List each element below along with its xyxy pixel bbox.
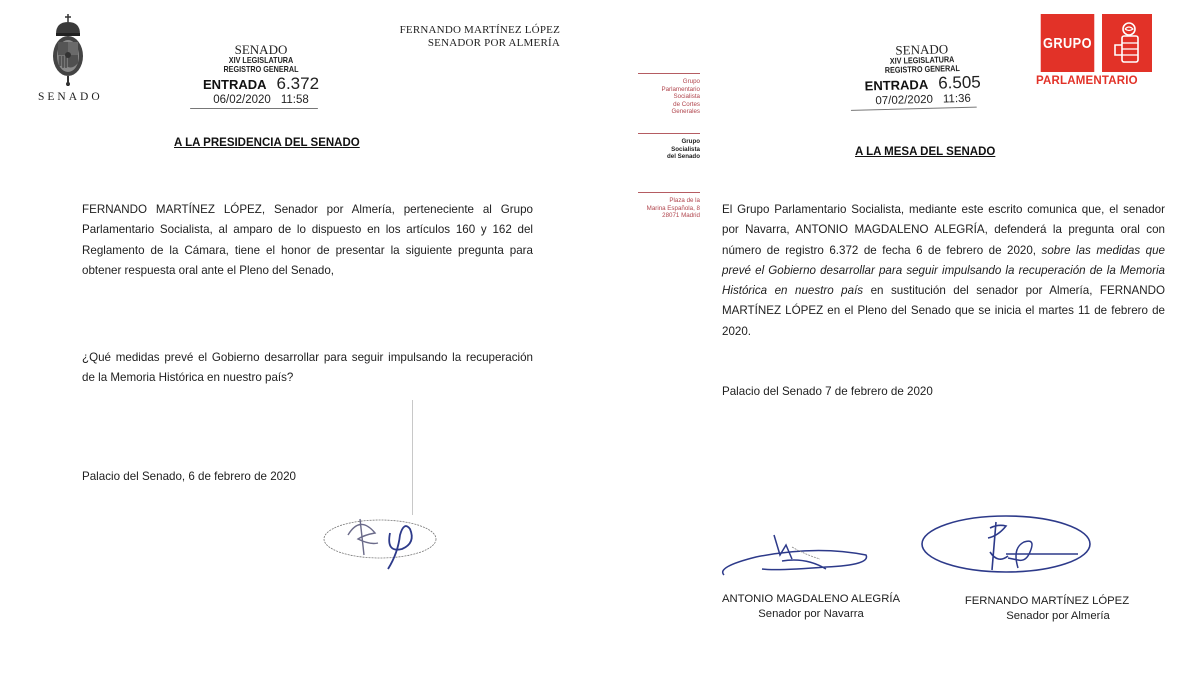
sidebar-line: Marina Española, 8: [646, 204, 700, 212]
logo-grupo-box: [1041, 14, 1095, 72]
sender-title: SENADOR POR ALMERÍA: [427, 37, 560, 49]
intro-paragraph: FERNANDO MARTÍNEZ LÓPEZ, Senador por Almería, perteneciente al Grupo Parlamentario Socialista, al amparo de lo dispuesto en los artículos 160 y 162 del Reglamento de la Cámara, tiene el honor de presentar la siguiente pregunta para obtener respuesta oral ante el Pleno del Senado,: [82, 203, 533, 277]
sidebar-block-group-senado: [628, 133, 700, 161]
paragraph-text: El Grupo Parlamentario Socialista, mediante este escrito comunica que, el senador por Navarra, ANTONIO MAGDALENO ALEGRÍA, defenderá la pregunta oral con número de registro 6.372 de fecha 6 de febrero de 2020,: [722, 203, 1165, 257]
stamp-date: 06/02/2020: [213, 94, 271, 106]
logo-parlamentario-text: PARLAMENTARIO: [1036, 75, 1138, 87]
sidebar-rule: [638, 73, 700, 74]
paragraph-italic-text: sobre las medidas que prevé el Gobierno desarrollar para seguir impulsando la recuperación de la Memoria Histórica en nuestro país: [722, 243, 1165, 298]
fist-and-rose-icon: [1110, 21, 1144, 65]
handwritten-signature-icon: [922, 516, 1090, 572]
place-date: Palacio del Senado 7 de febrero de 2020: [722, 385, 933, 398]
signatory-role: Senador por Navarra: [758, 608, 864, 620]
sidebar-block-group-parlamentario: [628, 73, 700, 116]
sidebar-rule: [638, 192, 700, 193]
signatory-1: [716, 592, 906, 622]
page-divider: [598, 0, 600, 675]
stamp-date: 07/02/2020: [875, 93, 934, 108]
signatory-name: ANTONIO MAGDALENO ALEGRÍA: [721, 593, 901, 605]
handwritten-signature-icon: [320, 505, 460, 580]
sidebar-line: Grupo: [681, 138, 700, 145]
document-title: A LA PRESIDENCIA DEL SENADO: [174, 137, 360, 149]
signatory-role: Senador por Almería: [1006, 610, 1110, 622]
stamp-legislature: XIV LEGISLATURA: [889, 54, 955, 66]
stamp-underline: [190, 108, 318, 109]
paragraph-text: en sustitución del senador por Almería, FERNANDO MARTÍNEZ LÓPEZ en el Pleno del Senado que se inicia el martes 11 de febrero de 2020.: [722, 284, 1165, 338]
sender-name: FERNANDO MARTÍNEZ LÓPEZ: [399, 24, 560, 36]
stamp-registry: REGISTRO GENERAL: [884, 63, 960, 75]
stamp-institution: SENADO: [895, 41, 949, 58]
sidebar-line: de Cortes: [673, 100, 700, 108]
stamp-legislature: XIV LEGISLATURA: [228, 55, 294, 65]
sidebar-line: Generales: [671, 108, 700, 116]
document-title: A LA MESA DEL SENADO: [855, 146, 996, 158]
stamp-entry-label: ENTRADA: [202, 77, 267, 92]
sidebar-line: Parlamentario: [661, 85, 700, 93]
sender-header: [400, 24, 560, 50]
sidebar-line: Socialista: [673, 93, 700, 101]
sidebar-line: Plaza de la: [669, 197, 700, 204]
senado-crest-icon: [48, 14, 88, 88]
stamp-entry-number: 6.372: [276, 74, 320, 93]
signatory-2: [952, 594, 1142, 624]
communication-paragraph: [722, 200, 1165, 342]
stamp-registry: REGISTRO GENERAL: [223, 64, 299, 74]
question-text: ¿Qué medidas prevé el Gobierno desarrollar para seguir impulsando la recuperación de la Memoria Histórica en nuestro país?: [82, 351, 533, 385]
senado-logo-text: SENADO: [38, 91, 103, 103]
logo-fist-box: [1102, 14, 1152, 72]
registry-stamp: [859, 41, 986, 110]
stamp-entry-label: ENTRADA: [864, 76, 929, 94]
sidebar-line: 28071 Madrid: [662, 212, 700, 220]
sidebar-line: del Senado: [666, 153, 700, 161]
place-date: Palacio del Senado, 6 de febrero de 2020: [82, 470, 297, 483]
senado-logo: [38, 14, 103, 103]
sidebar-block-address: [628, 192, 700, 220]
stamp-time: 11:36: [942, 92, 972, 106]
logo-grupo-text: GRUPO: [1043, 34, 1092, 52]
stamp-institution: SENADO: [234, 42, 288, 57]
sidebar-rule: [638, 133, 700, 134]
fold-line: [412, 400, 413, 515]
grupo-parlamentario-logo: [1036, 14, 1156, 87]
stamp-entry-number: 6.505: [937, 72, 981, 93]
signatory-name: FERNANDO MARTÍNEZ LÓPEZ: [964, 595, 1130, 607]
handwritten-signature-icon: [716, 525, 876, 589]
registry-stamp: [196, 43, 326, 109]
sidebar-line: Socialista: [671, 145, 700, 153]
stamp-time: 11:58: [280, 94, 309, 106]
sidebar-line: Grupo: [682, 78, 700, 85]
